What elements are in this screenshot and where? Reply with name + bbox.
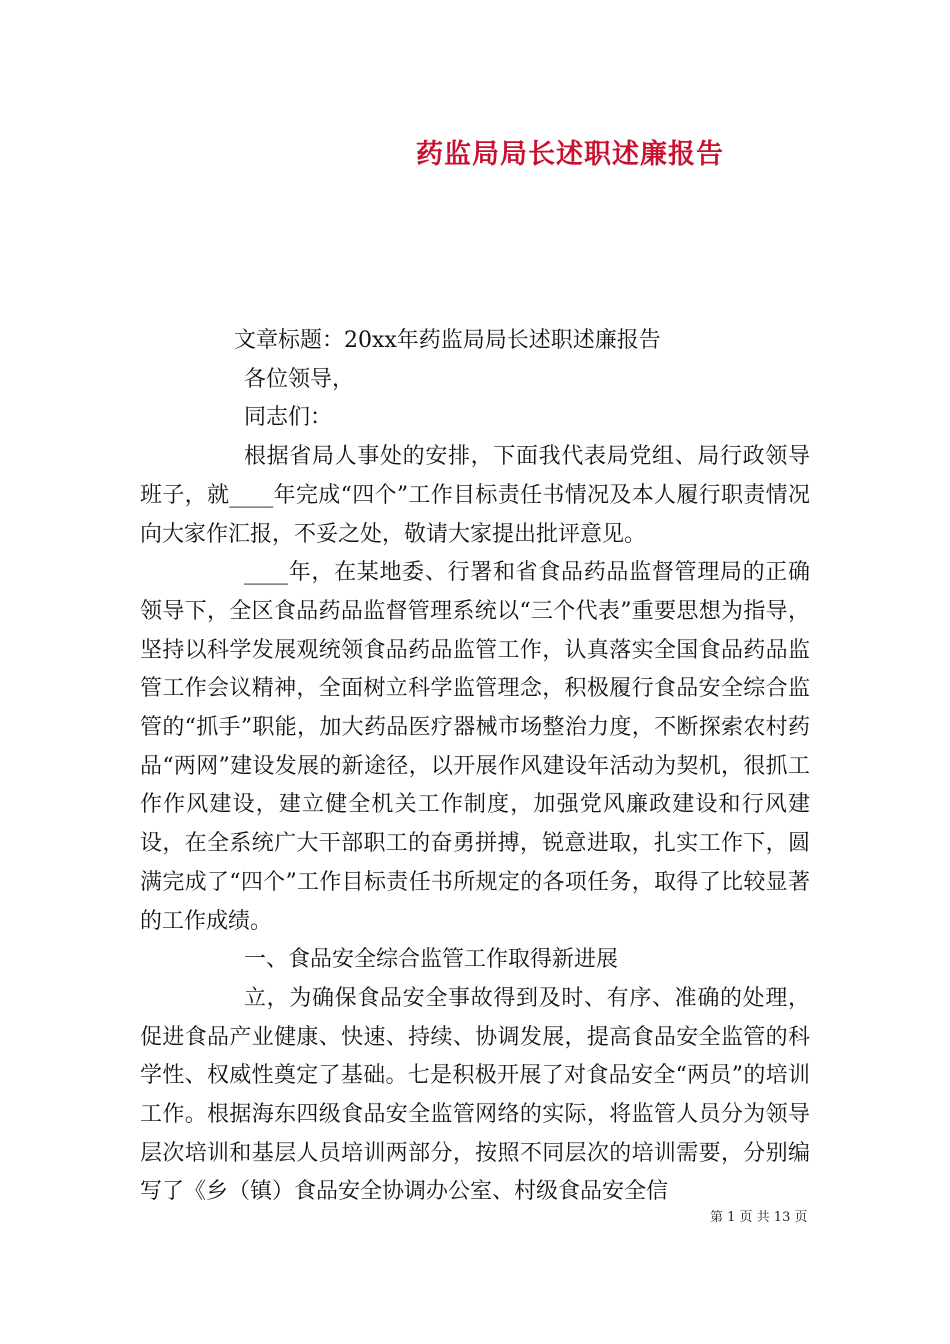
article-title-line: 文章标题：20xx年药监局局长述职述廉报告 [234, 328, 661, 353]
section-heading-food-safety: 一、食品安全综合监管工作取得新进展 [244, 947, 619, 973]
salutation-comrades: 同志们： [244, 405, 333, 431]
salutation-leaders: 各位领导， [244, 366, 355, 392]
document-title: 药监局局长述职述廉报告 [416, 139, 724, 170]
document-body [140, 322, 810, 1212]
paragraph-summary: ____年，在某地委、行署和省食品药品监督管理局的正确领导下，全区食品药品监督管理系统以“三个代表”重要思想为指导，坚持以科学发展观统领食品药品监管工作，认真落实全国食品药品监管工作会议精神，全面树立科学监管理念，积极履行食品安全综合监管的“抓手”职能，加大药品医疗器械市场整治力度，不断探索农村药品“两网”建设发展的新途径，以开展作风建设年活动为契机，很抓工作作风建设，建立健全机关工作制度，加强党风廉政建设和行风建设，在全系统广大干部职工的奋勇拼搏，锐意进取，扎实工作下，圆满完成了“四个”工作目标责任书所规定的各项任务，取得了比较显著的工作成绩。 [140, 560, 810, 934]
paragraph-intro: 根据省局人事处的安排，下面我代表局党组、局行政领导班子，就____年完成“四个”工作目标责任书情况及本人履行职责情况向大家作汇报，不妥之处，敬请大家提出批评意见。 [140, 444, 810, 547]
paragraph-food-safety: 立，为确保食品安全事故得到及时、有序、准确的处理，促进食品产业健康、快速、持续、协调发展，提高食品安全监管的科学性、权威性奠定了基础。七是积极开展了对食品安全“两员”的培训工作。根据海东四级食品安全监管网络的实际，将监管人员分为领导层次培训和基层人员培训两部分，按照不同层次的培训需要，分别编写了《乡（镇）食品安全协调办公室、村级食品安全信 [140, 985, 810, 1205]
page-number: 第 1 页 共 13 页 [710, 1210, 808, 1225]
